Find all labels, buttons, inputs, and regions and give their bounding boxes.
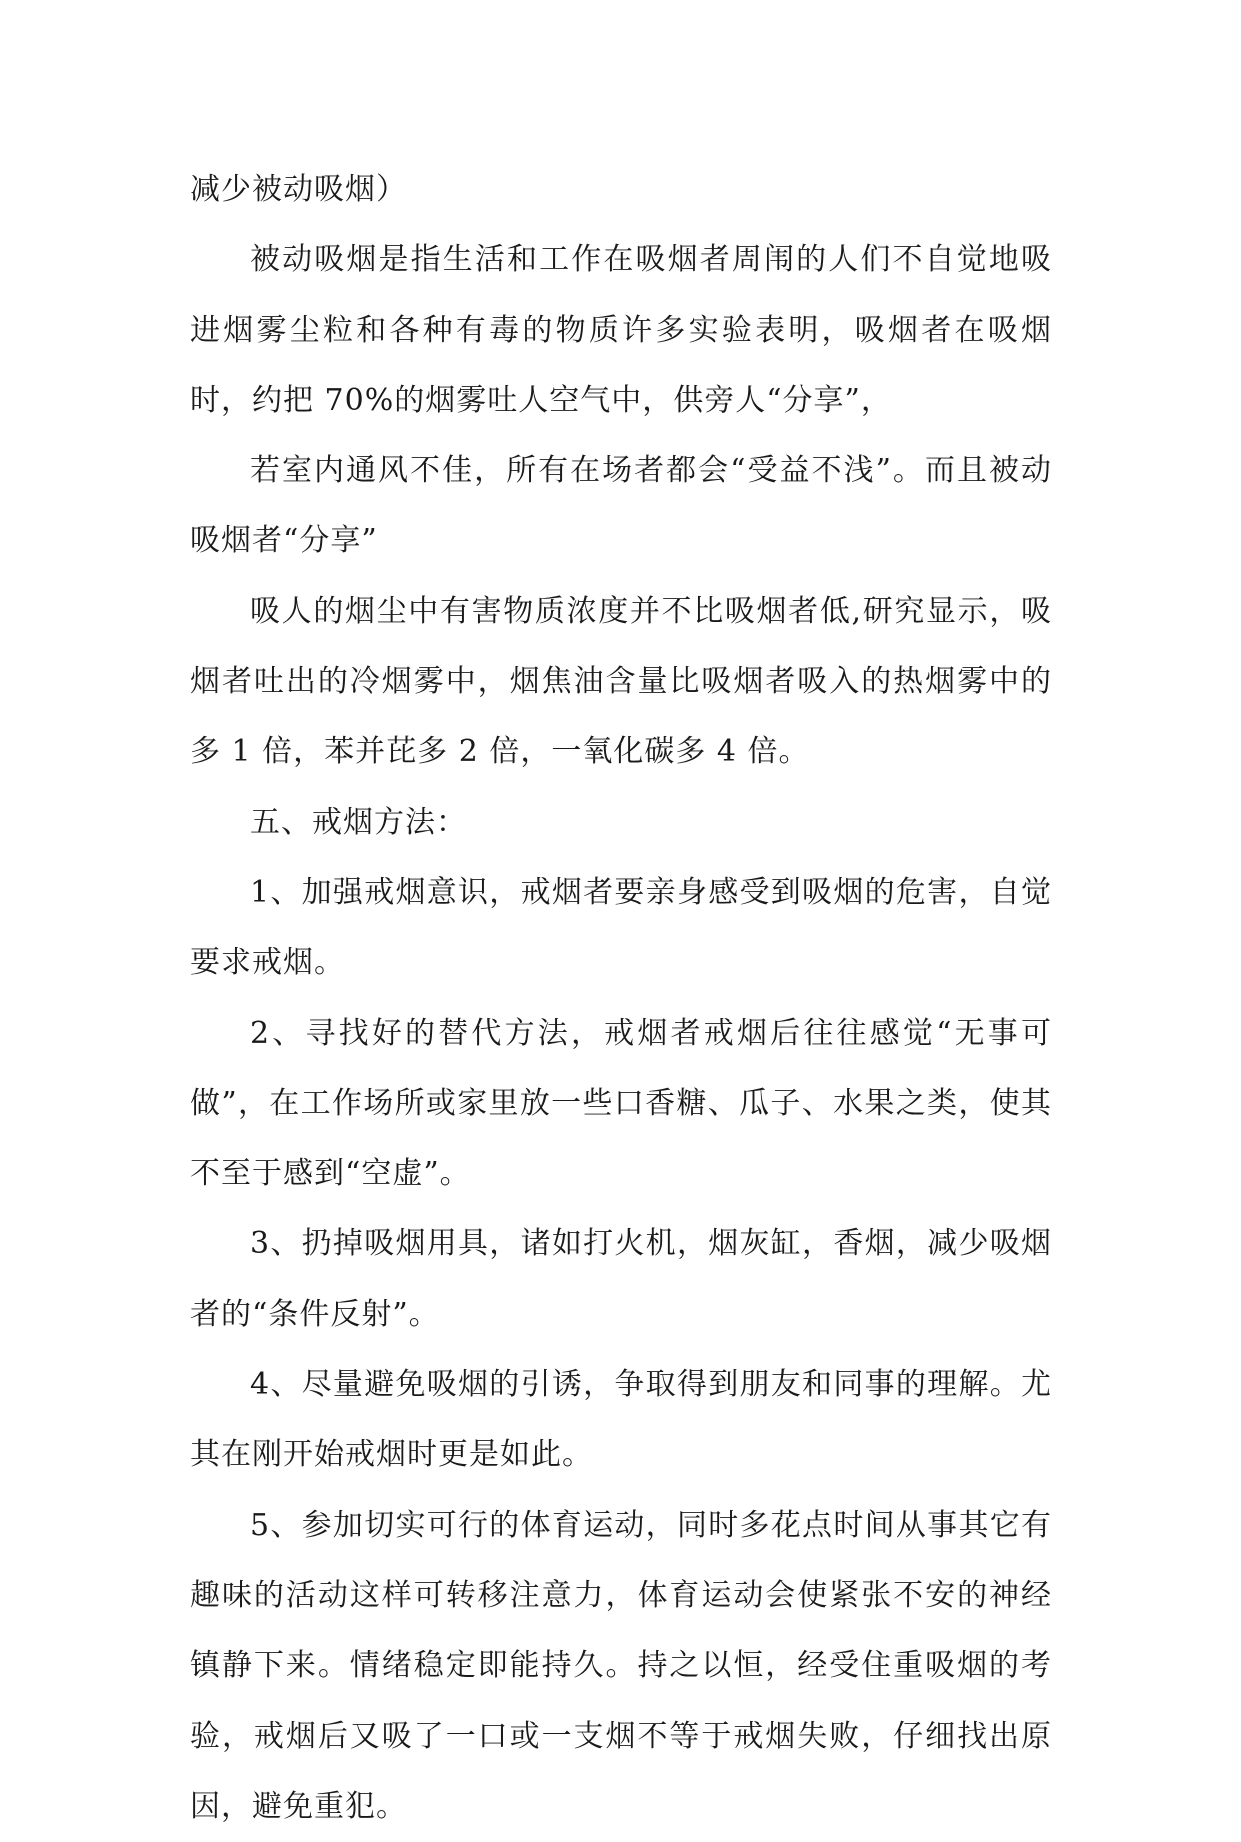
paragraph-continuation: 减少被动吸烟） xyxy=(190,172,407,207)
section-heading-quit-methods: 五、戒烟方法： xyxy=(250,804,467,840)
document-body xyxy=(190,155,1052,1842)
paragraph-harmful-substances: 吸人的烟尘中有害物质浓度并不比吸烟者低,研究显示，吸烟者吐出的冷烟雾中，烟焦油含量比吸烟者吸入的热烟雾中的多 1 倍，苯并芘多 2 倍，一氧化碳多 4 倍。 xyxy=(190,593,1052,770)
list-item-2: 2、寻找好的替代方法，戒烟者戒烟后往往感觉“无事可做”，在工作场所或家里放一些口香糖、瓜子、水果之类，使其不至于感到“空虚”。 xyxy=(190,1015,1052,1192)
paragraph-ventilation: 若室内通风不佳，所有在场者都会“受益不浅”。而且被动吸烟者“分享” xyxy=(190,453,1052,559)
list-item-4: 4、尽量避免吸烟的引诱，争取得到朋友和同事的理解。尤其在刚开始戒烟时更是如此。 xyxy=(190,1367,1052,1473)
list-item-1: 1、加强戒烟意识，戒烟者要亲身感受到吸烟的危害，自觉要求戒烟。 xyxy=(190,874,1052,981)
list-item-5: 5、参加切实可行的体育运动，同时多花点时间从事其它有趣味的活动这样可转移注意力，体育运动会使紧张不安的神经镇静下来。情绪稳定即能持久。持之以恒，经受住重吸烟的考验，戒烟后又吸了一口或一支烟不等于戒烟失败，仔细找出原因，避免重犯。 xyxy=(190,1507,1052,1824)
list-item-3: 3、扔掉吸烟用具，诸如打火机，烟灰缸，香烟，减少吸烟者的“条件反射”。 xyxy=(190,1226,1052,1332)
paragraph-passive-smoking-definition: 被动吸烟是指生活和工作在吸烟者周闱的人们不自觉地吸进烟雾尘粒和各种有毒的物质许多实验表明，吸烟者在吸烟时，约把 70%的烟雾吐人空气中，供旁人“分享”， xyxy=(190,242,1052,418)
